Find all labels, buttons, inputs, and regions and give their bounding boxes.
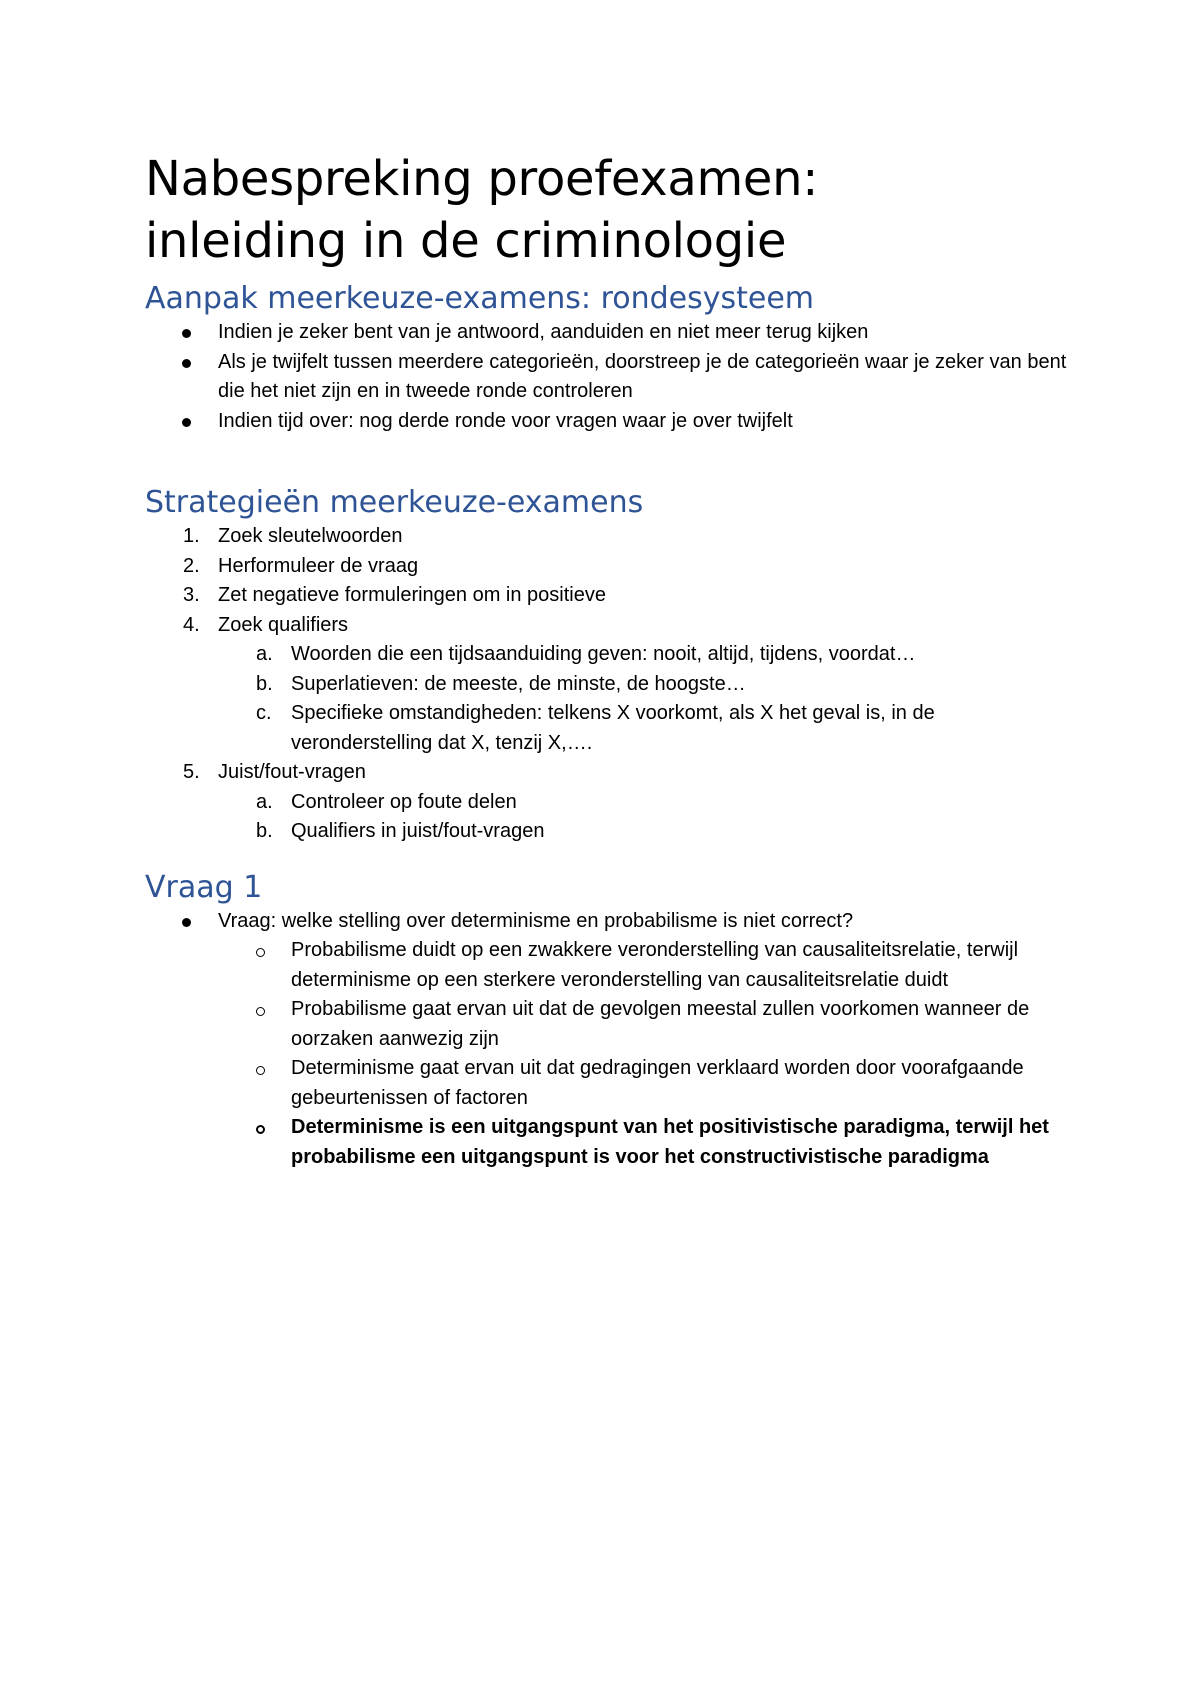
answer-option bbox=[145, 995, 1075, 1054]
list-item bbox=[145, 581, 1075, 611]
list-letter: c. bbox=[256, 702, 272, 724]
sub-list-item bbox=[145, 640, 1075, 670]
sub-list-item bbox=[145, 670, 1075, 700]
sub-list-item bbox=[145, 817, 1075, 847]
circle-bullet-icon bbox=[256, 1007, 265, 1016]
list-item-text: Qualifiers in juist/fout-vragen bbox=[291, 820, 545, 842]
answer-option bbox=[145, 1054, 1075, 1113]
document-content bbox=[145, 148, 1075, 1172]
list-letter: a. bbox=[256, 643, 273, 665]
list-item-text: Controleer op foute delen bbox=[291, 790, 517, 813]
sub-list-item bbox=[145, 699, 1075, 758]
list-item bbox=[145, 348, 1075, 407]
sub-list-item bbox=[145, 788, 1075, 818]
list-item-text: Zoek qualifiers bbox=[218, 613, 349, 636]
page-title bbox=[145, 148, 1075, 272]
section-heading-approach: Aanpak meerkeuze-examens: rondesysteem bbox=[145, 281, 815, 316]
circle-bullet-icon bbox=[256, 1066, 265, 1075]
title-line-2: inleiding in de criminologie bbox=[145, 213, 787, 269]
answer-option bbox=[145, 936, 1075, 995]
list-letter: a. bbox=[256, 790, 273, 813]
list-item bbox=[145, 318, 1075, 348]
list-item-text: Specifieke omstandigheden: telkens X voorkomt, als X het geval is, in de veronderstelling dat X, tenzij X,…. bbox=[291, 702, 935, 754]
bullet-icon bbox=[182, 918, 191, 927]
list-item-text: Zoek sleutelwoorden bbox=[218, 525, 403, 547]
approach-bullet-list bbox=[145, 318, 1075, 436]
list-letter: b. bbox=[256, 672, 273, 695]
list-item-text: Herformuleer de vraag bbox=[218, 554, 419, 577]
list-number: 3. bbox=[183, 584, 200, 606]
bullet-icon bbox=[182, 418, 191, 427]
list-item-text: Als je twijfelt tussen meerdere categorieën, doorstreep je de categorieën waar je zeker van bent die het niet zijn en in tweede ronde controleren bbox=[218, 350, 1067, 402]
circle-bullet-icon bbox=[256, 948, 265, 957]
list-item bbox=[145, 407, 1075, 437]
section-heading-strategies: Strategieën meerkeuze-examens bbox=[145, 485, 644, 520]
list-item-text: Indien tijd over: nog derde ronde voor vragen waar je over twijfelt bbox=[218, 409, 793, 432]
list-number: 1. bbox=[183, 525, 200, 547]
list-item bbox=[145, 522, 1075, 552]
list-item-text: Superlatieven: de meeste, de minste, de hoogste… bbox=[291, 672, 746, 695]
list-number: 5. bbox=[183, 761, 200, 783]
question-text: Vraag: welke stelling over determinisme en probabilisme is niet correct? bbox=[218, 909, 854, 932]
answer-option-text: Probabilisme duidt op een zwakkere veronderstelling van causaliteitsrelatie, terwijl determinisme op een sterkere veronderstelling van causaliteitsrelatie duidt bbox=[291, 939, 1019, 991]
list-number: 4. bbox=[183, 613, 200, 636]
list-item-text: Indien je zeker bent van je antwoord, aanduiden en niet meer terug kijken bbox=[218, 321, 869, 343]
list-item-text: Juist/fout-vragen bbox=[218, 761, 366, 783]
list-item bbox=[145, 552, 1075, 582]
list-item-text: Woorden die een tijdsaanduiding geven: nooit, altijd, tijdens, voordat… bbox=[291, 643, 916, 665]
title-line-1: Nabespreking proefexamen: bbox=[145, 151, 819, 207]
list-letter: b. bbox=[256, 820, 273, 842]
list-item bbox=[145, 611, 1075, 641]
answer-option-text: Probabilisme gaat ervan uit dat de gevolgen meestal zullen voorkomen wanneer de oorzaken aanwezig zijn bbox=[291, 998, 1030, 1050]
answer-option-text: Determinisme is een uitgangspunt van het positivistische paradigma, terwijl het probabilisme een uitgangspunt is voor het constructivistische paradigma bbox=[291, 1116, 1049, 1168]
bullet-icon bbox=[182, 329, 191, 338]
list-item bbox=[145, 758, 1075, 788]
circle-bullet-icon bbox=[256, 1125, 265, 1134]
answer-option-text: Determinisme gaat ervan uit dat gedragingen verklaard worden door voorafgaande gebeurtenissen of factoren bbox=[291, 1057, 1024, 1109]
strategies-numbered-list bbox=[145, 522, 1075, 847]
list-item-text: Zet negatieve formuleringen om in positieve bbox=[218, 584, 606, 606]
section-heading-question-1: Vraag 1 bbox=[145, 869, 263, 905]
list-number: 2. bbox=[183, 554, 200, 577]
bullet-icon bbox=[182, 359, 191, 368]
correct-answer-option bbox=[145, 1113, 1075, 1172]
question-item bbox=[145, 907, 1075, 937]
question-list bbox=[145, 907, 1075, 1173]
